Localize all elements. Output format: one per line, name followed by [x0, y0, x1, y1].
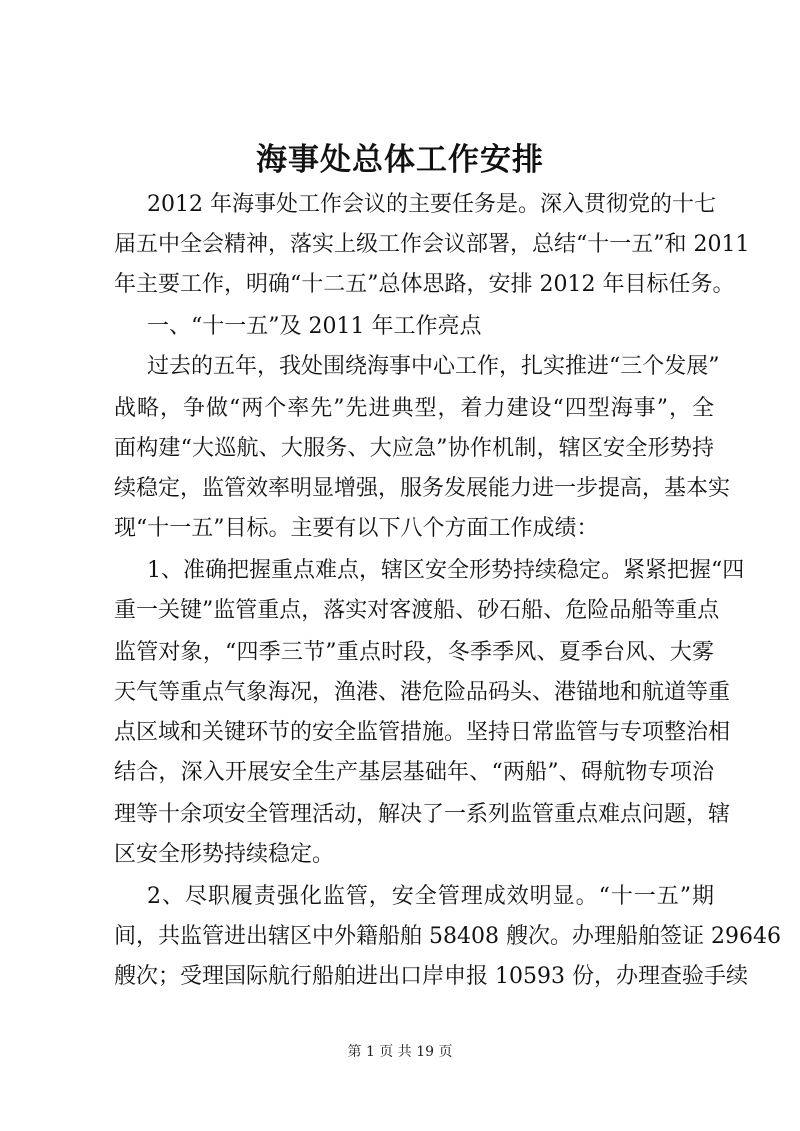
paragraph-line: 届五中全会精神，落实上级工作会议部署，总结“十一五”和 2011 [114, 232, 750, 257]
paragraph-line: 1、准确把握重点难点，辖区安全形势持续稳定。紧紧把握“四 [147, 558, 745, 583]
paragraph-line: 点区域和关键环节的安全监管措施。坚持日常监管与专项整治相 [114, 720, 731, 745]
paragraph-line: 现“十一五”目标。主要有以下八个方面工作成绩： [114, 516, 599, 541]
paragraph-line: 年主要工作，明确“十二五”总体思路，安排 2012 年目标任务。 [114, 272, 735, 297]
paragraph-line: 监管对象，“四季三节”重点时段，冬季季风、夏季台风、大雾 [114, 640, 714, 665]
paragraph-line: 战略，争做“两个率先”先进典型，着力建设“四型海事”，全 [114, 396, 714, 421]
paragraph-line: 续稳定，监管效率明显增强，服务发展能力进一步提高，基本实 [114, 476, 731, 501]
section-heading: 一、“十一五”及 2011 年工作亮点 [147, 314, 482, 339]
paragraph-line: 艘次；受理国际航行船舶进出口岸申报 10593 份，办理查验手续 [114, 964, 748, 989]
paragraph-line: 理等十余项安全管理活动，解决了一系列监管重点难点问题，辖 [114, 802, 731, 827]
paragraph-line: 过去的五年，我处围绕海事中心工作，扎实推进“三个发展” [147, 354, 720, 379]
paragraph-line: 重一关键”监管重点，落实对客渡船、砂石船、危险品船等重点 [114, 598, 720, 623]
paragraph-line: 2012 年海事处工作会议的主要任务是。深入贯彻党的十七 [147, 192, 716, 217]
document-title: 海事处总体工作安排 [256, 142, 544, 178]
paragraph-line: 结合，深入开展安全生产基层基础年、“两船”、碍航物专项治 [114, 760, 714, 785]
paragraph-line: 区安全形势持续稳定。 [114, 842, 335, 867]
paragraph-line: 天气等重点气象海况，渔港、港危险品码头、港锚地和航道等重 [114, 680, 731, 705]
paragraph-line: 面构建“大巡航、大服务、大应急”协作机制，辖区安全形势持 [114, 436, 714, 461]
page-number-footer: 第 1 页 共 19 页 [347, 1044, 453, 1060]
paragraph-line: 间，共监管进出辖区中外籍船舶 58408 艘次。办理船舶签证 29646 [114, 924, 781, 949]
paragraph-line: 2、尽职履责强化监管，安全管理成效明显。“十一五”期 [147, 884, 714, 909]
